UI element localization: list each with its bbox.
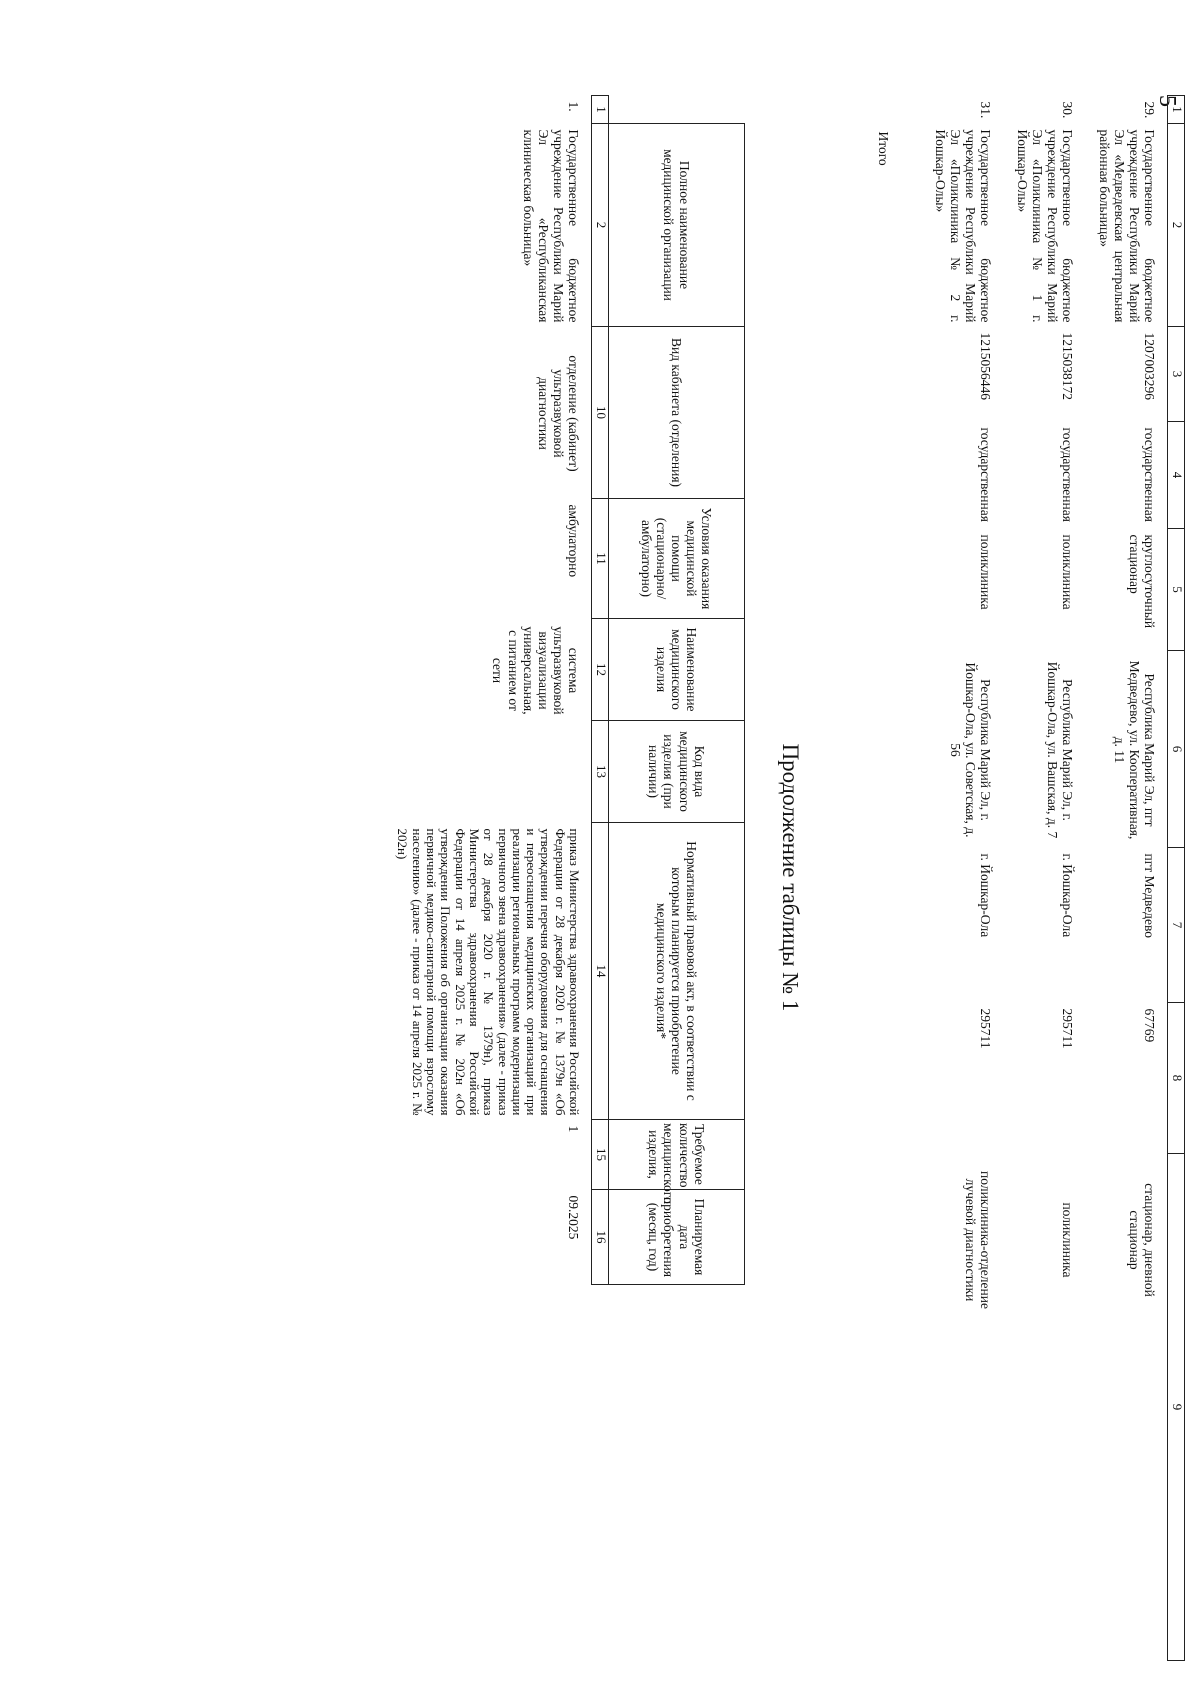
address: Республика Марий Эл, г. Йошкар-Ола, ул. Советская, д. 56 xyxy=(947,662,993,838)
locality: пгт Медведево xyxy=(1142,853,1157,939)
conditions: амбулаторно xyxy=(566,504,581,578)
table-row xyxy=(395,96,591,1661)
ownership: государственная xyxy=(1060,427,1075,522)
table-row xyxy=(1085,96,1168,1661)
col-num: 9 xyxy=(1168,1154,1185,1661)
quantity: 1 xyxy=(566,1125,581,1133)
department: стационар, дневной стационар xyxy=(1126,1183,1157,1297)
header-conditions: Условия оказания медицинской помощи (стационарно/ амбулаторно) xyxy=(609,499,745,619)
table-1-continuation xyxy=(861,95,1185,1661)
device-code xyxy=(395,721,591,823)
col-num: 11 xyxy=(592,499,609,619)
org-name: Государственное бюджетное учреждение Республики Марий Эл «Поликлиника № 2 г. Йошкар-Олы» xyxy=(932,129,993,323)
col-num: 1 xyxy=(1168,96,1185,124)
total-row xyxy=(861,96,921,1661)
ownership: государственная xyxy=(1142,427,1157,522)
locality: г. Йошкар-Ола xyxy=(1060,853,1075,938)
inn: 1215056446 xyxy=(978,332,993,400)
row-number: 31. xyxy=(978,101,993,119)
col-num: 3 xyxy=(1168,327,1185,422)
org-type: поликлиника xyxy=(978,534,993,610)
inn: 1207003296 xyxy=(1142,332,1157,400)
code: 295711 xyxy=(1060,1008,1075,1049)
col-num: 7 xyxy=(1168,848,1185,1003)
col-num: 5 xyxy=(1168,529,1185,651)
department: поликлиника-отделение лучевой диагностики xyxy=(962,1171,993,1309)
col-num: 13 xyxy=(592,721,609,823)
row-spacer xyxy=(395,1285,591,1661)
org-name: Государственное бюджетное учреждение Республики Марий Эл «Республиканская клиническая больница» xyxy=(520,129,581,323)
row-number: 1. xyxy=(566,101,581,112)
table-row xyxy=(921,96,1003,1661)
table-1-continuation-part-2 xyxy=(395,95,745,1661)
col-num: 16 xyxy=(592,1190,609,1285)
department: поликлиника xyxy=(1060,1202,1075,1278)
col-num: 1 xyxy=(592,96,609,124)
header-device-code: Код вида медицинского изделия (при наличии) xyxy=(609,721,745,823)
table-2-column-numbers xyxy=(592,96,609,1661)
purchase-date: 09.2025 xyxy=(566,1195,581,1240)
header-org-name: Полное наименование медицинской организации xyxy=(609,124,745,327)
header-device-name: Наименование медицинского изделия xyxy=(609,619,745,721)
col-num: 8 xyxy=(1168,1003,1185,1154)
col-num: 2 xyxy=(1168,124,1185,327)
row-number: 29. xyxy=(1142,101,1157,119)
inn: 1215038172 xyxy=(1060,332,1075,400)
address: Республика Марий Эл, пгт Медведево, ул. Кооперативная, д. 11 xyxy=(1111,660,1157,840)
device-name: система ультразвуковой визуализации универсальная, с питанием от сети xyxy=(490,626,581,715)
col-num: 10 xyxy=(592,327,609,499)
header-empty xyxy=(609,96,745,124)
col-num: 2 xyxy=(592,124,609,327)
header-spacer xyxy=(609,1285,745,1661)
table-2-header-row xyxy=(609,96,745,1661)
col-spacer xyxy=(592,1285,609,1661)
locality: г. Йошкар-Ола xyxy=(978,853,993,938)
col-num: 14 xyxy=(592,823,609,1120)
org-type: круглосуточный стационар xyxy=(1126,534,1157,629)
org-type: поликлиника xyxy=(1060,534,1075,610)
code: 67769 xyxy=(1142,1008,1157,1043)
code: 295711 xyxy=(978,1008,993,1049)
continuation-title: Продолжение таблицы № 1 xyxy=(778,743,803,1012)
col-num: 4 xyxy=(1168,422,1185,529)
ownership: государственная xyxy=(978,427,993,522)
org-name: Государственное бюджетное учреждение Республики Марий Эл «Поликлиника № 1 г. Йошкар-Олы» xyxy=(1014,129,1075,323)
col-num: 12 xyxy=(592,619,609,721)
org-name: Государственное бюджетное учреждение Республики Марий Эл «Медведевская центральная районная больница» xyxy=(1096,129,1157,323)
header-quantity: Требуемое количество медицинского изделия, xyxy=(609,1120,745,1190)
header-legal-act: Нормативный правовой акт, в соответствии с которым планируется приобретение медицинского изделия* xyxy=(609,823,745,1120)
total-label: Итого xyxy=(876,131,891,166)
header-cabinet: Вид кабинета (отделения) xyxy=(609,327,745,499)
rotated-page-content xyxy=(185,95,1185,1660)
page-number: 5 xyxy=(1154,95,1180,107)
header-date: Планируемая дата приобретения (месяц, год) xyxy=(609,1190,745,1285)
row-number: 30. xyxy=(1060,101,1075,119)
col-num: 15 xyxy=(592,1120,609,1190)
cabinet: отделение (кабинет) ультразвуковой диагностики xyxy=(535,355,581,472)
legal-act: приказ Министерства здравоохранения Российской Федерации от 28 декабря 2020 г. № 1379н «Об утверждении перечня оборудования для оснащения и переоснащения медицинских организаций при реализации региональных программ модернизации первичного звена здравоохранения» (далее - приказ от 28 декабря 2020 г. № 1379н), приказ Министерства здравоохранения Российской Федерации от 14 апреля 2025 г. № 202н «Об утверждении Положения об организации оказания первичной медико-санитарной помощи взрослому населению» (далее - приказ от 14 апреля 2025 г. № 202н) xyxy=(395,828,582,1116)
col-num: 6 xyxy=(1168,651,1185,848)
address: Республика Марий Эл, г. Йошкар-Ола, ул. Вашская, д. 7 xyxy=(1044,661,1075,839)
table-1-column-numbers xyxy=(1168,96,1185,1661)
table-row xyxy=(1003,96,1085,1661)
